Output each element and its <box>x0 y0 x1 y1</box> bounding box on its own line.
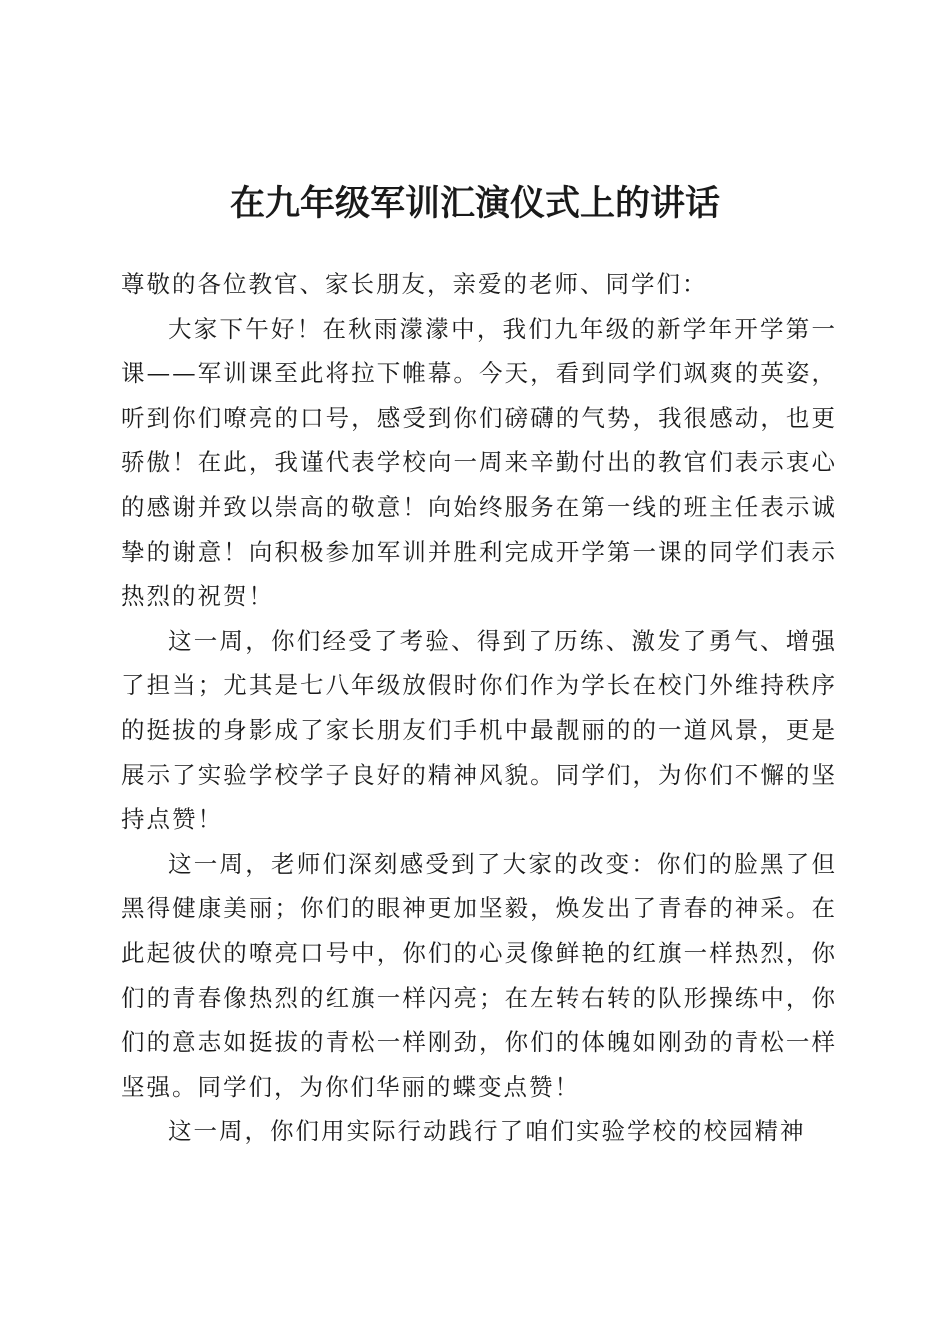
salutation: 尊敬的各位教官、家长朋友，亲爱的老师、同学们： <box>121 270 708 298</box>
document-title: 在九年级军训汇演仪式上的讲话 <box>229 183 720 224</box>
paragraph-1: 大家下午好！在秋雨濛濛中，我们九年级的新学年开学第一课——军训课至此将拉下帷幕。今天，看到同学们飒爽的英姿，听到你们嘹亮的口号，感受到你们磅礴的气势，我很感动，也更骄傲！在此，我谨代表学校向一周来辛勤付出的教官们表示衷心的感谢并致以崇高的敬意！向始终服务在第一线的班主任表示诚挚的谢意！向积极参加军训并胜利完成开学第一课的同学们表示热烈的祝贺！ <box>121 314 837 611</box>
paragraph-2: 这一周，你们经受了考验、得到了历练、激发了勇气、增强了担当；尤其是七八年级放假时你们作为学长在校门外维持秩序的挺拔的身影成了家长朋友们手机中最靓丽的的一道风景，更是展示了实验学校学子良好的精神风貌。同学们，为你们不懈的坚持点赞！ <box>121 626 837 834</box>
document-body <box>121 262 837 1154</box>
paragraph-4: 这一周，你们用实际行动践行了咱们实验学校的校园精神 <box>168 1117 806 1146</box>
paragraph-3: 这一周，老师们深刻感受到了大家的改变：你们的脸黑了但黑得健康美丽；你们的眼神更加坚毅，焕发出了青春的神采。在此起彼伏的嘹亮口号中，你们的心灵像鲜艳的红旗一样热烈，你们的青春像热烈的红旗一样闪亮；在左转右转的队形操练中，你们的意志如挺拔的青松一样刚劲，你们的体魄如刚劲的青松一样坚强。同学们，为你们华丽的蝶变点赞！ <box>121 849 837 1101</box>
